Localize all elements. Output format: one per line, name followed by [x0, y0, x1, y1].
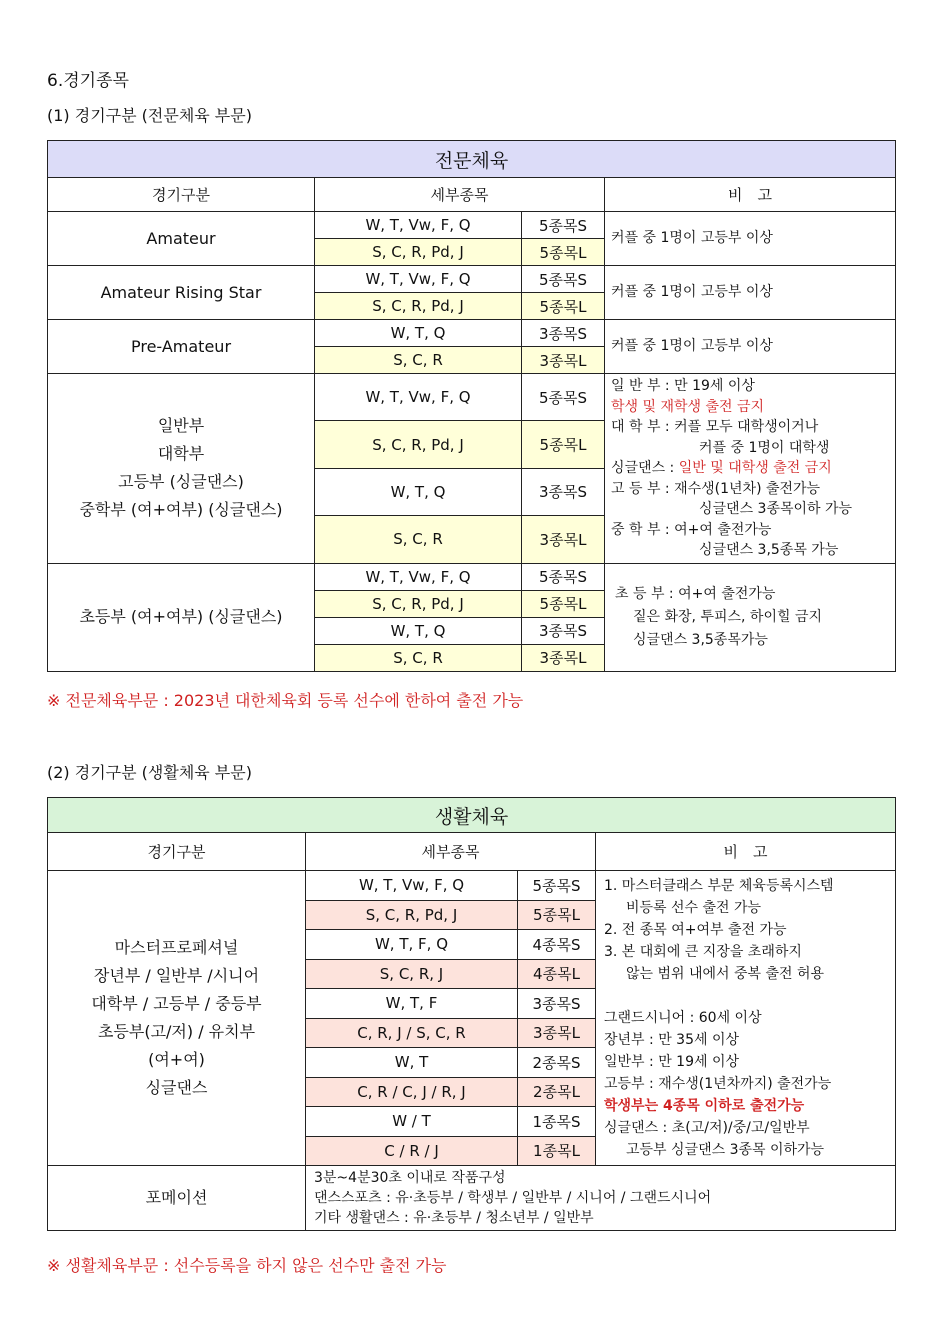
event-dances: W, T, F: [306, 989, 518, 1019]
category-line: 마스터프로페셔널: [114, 938, 239, 957]
remark-line: 1. 마스터클래스 부문 체육등록시스템: [604, 878, 834, 894]
remark-line: 싱글댄스 : 초(고/저)/중/고/일반부: [604, 1120, 810, 1136]
remark-line: 짙은 화장, 투피스, 하이힐 금지: [633, 608, 822, 625]
remark-line: 고등부 : 재수생(1년차까지) 출전가능: [604, 1076, 832, 1092]
remark-line-red: 학생 및 재학생 출전 금지: [611, 398, 765, 415]
event-dances: C / R / J: [306, 1136, 518, 1166]
formation-line: 댄스스포츠 : 유·초등부 / 학생부 / 일반부 / 시니어 / 그랜드시니어: [314, 1190, 712, 1206]
category-line: 중학부 (여+여부) (싱글댄스): [79, 500, 283, 520]
remark-general: [605, 374, 896, 564]
event-count: 5종목S: [522, 563, 605, 590]
event-dances: S, C, R: [315, 516, 522, 563]
event-count: 3종목S: [518, 989, 596, 1019]
formation-line: 3분~4분30초 이내로 작품구성: [314, 1170, 506, 1186]
pro-warning: ※ 전문체육부문 : 2023년 대한체육회 등록 선수에 한하여 출전 가능: [47, 691, 524, 710]
header-remarks: 비 고: [596, 833, 896, 871]
remark: 커플 중 1명이 고등부 이상: [605, 212, 896, 266]
event-count: 5종목S: [522, 374, 605, 421]
event-count: 5종목S: [522, 212, 605, 239]
formation-line: 기타 생활댄스 : 유·초등부 / 청소년부 / 일반부: [314, 1210, 594, 1226]
remark-master: [596, 871, 896, 1166]
header-category: 경기구분: [48, 833, 306, 871]
event-count: 5종목S: [522, 266, 605, 293]
remark-line: 2. 전 종목 여+여부 출전 가능: [604, 922, 787, 938]
pro-sports-table: [47, 140, 896, 672]
category-line: 고등부 (싱글댄스): [118, 472, 244, 492]
event-count: 2종목L: [518, 1077, 596, 1107]
remark-line: 초 등 부 : 여+여 출전가능: [615, 585, 776, 602]
category-line: 초등부(고/저) / 유치부: [97, 1022, 256, 1041]
event-count: 3종목S: [522, 617, 605, 644]
category-line: 대학부: [157, 444, 205, 464]
remark: 커플 중 1명이 고등부 이상: [605, 266, 896, 320]
header-events: 세부종목: [315, 178, 605, 212]
event-dances: S, C, R, Pd, J: [315, 590, 522, 617]
category-line: 싱글댄스: [145, 1078, 208, 1097]
remark-line: 장년부 : 만 35세 이상: [604, 1032, 739, 1048]
remark-line: 고등부 싱글댄스 3종목 이하가능: [626, 1142, 825, 1158]
event-count: 1종목S: [518, 1107, 596, 1137]
event-count: 1종목L: [518, 1136, 596, 1166]
event-dances: W, T, Vw, F, Q: [315, 563, 522, 590]
header-remarks: 비 고: [605, 178, 896, 212]
remark-line: 3. 본 대회에 큰 지장을 초래하지: [604, 944, 802, 960]
remark: 커플 중 1명이 고등부 이상: [605, 320, 896, 374]
remark-line-red: 일반 및 대학생 출전 금지: [678, 460, 832, 476]
event-dances: S, C, R, Pd, J: [306, 900, 518, 930]
table-title: 생활체육: [48, 798, 896, 833]
category-line: (여+여): [148, 1050, 205, 1069]
remark-line: 싱글댄스 3,5종목 가능: [699, 542, 839, 558]
event-dances: W, T, Vw, F, Q: [315, 374, 522, 421]
event-count: 3종목L: [522, 516, 605, 563]
event-count: 3종목S: [522, 320, 605, 347]
event-dances: C, R, J / S, C, R: [306, 1018, 518, 1048]
event-count: 2종목S: [518, 1048, 596, 1078]
formation-details: [306, 1166, 896, 1231]
event-count: 3종목L: [518, 1018, 596, 1048]
remark-line: 않는 범위 내에서 중복 출전 허용: [626, 966, 825, 982]
category-formation: 포메이션: [48, 1166, 306, 1231]
remark-line-red: 학생부는 4종목 이하로 출전가능: [604, 1098, 805, 1114]
event-dances: C, R / C, J / R, J: [306, 1077, 518, 1107]
remark-line: 싱글댄스 3,5종목가능: [633, 631, 768, 648]
amateur-sports-table: [47, 797, 896, 1231]
event-dances: W, T, F, Q: [306, 930, 518, 960]
category-line: 일반부: [157, 416, 205, 436]
remark-line: 싱글댄스 3종목이하 가능: [699, 501, 853, 517]
event-dances: W, T, Vw, F, Q: [306, 871, 518, 901]
event-dances: W, T, Vw, F, Q: [315, 212, 522, 239]
event-count: 3종목S: [522, 468, 605, 515]
event-dances: S, C, R, J: [306, 959, 518, 989]
category-elementary: 초등부 (여+여부) (싱글댄스): [48, 563, 315, 671]
amateur-warning: ※ 생활체육부문 : 선수등록을 하지 않은 선수만 출전 가능: [47, 1256, 447, 1275]
event-dances: S, C, R, Pd, J: [315, 421, 522, 468]
event-count: 4종목S: [518, 930, 596, 960]
event-count: 4종목L: [518, 959, 596, 989]
remark-line: 일반부 : 만 19세 이상: [604, 1054, 739, 1070]
event-dances: W, T: [306, 1048, 518, 1078]
event-count: 5종목S: [518, 871, 596, 901]
event-count: 5종목L: [518, 900, 596, 930]
remark-line: 대 학 부 : 커플 모두 대학생이거나: [611, 419, 819, 435]
event-dances: S, C, R: [315, 347, 522, 374]
remark-line: 싱글댄스 :: [611, 460, 679, 476]
event-count: 3종목L: [522, 347, 605, 374]
part1-subtitle: (1) 경기구분 (전문체육 부문): [47, 106, 252, 125]
event-dances: W, T, Q: [315, 468, 522, 515]
event-count: 5종목L: [522, 293, 605, 320]
event-count: 5종목L: [522, 421, 605, 468]
table-title: 전문체육: [48, 141, 896, 178]
event-dances: W, T, Vw, F, Q: [315, 266, 522, 293]
header-category: 경기구분: [48, 178, 315, 212]
event-dances: S, C, R, Pd, J: [315, 239, 522, 266]
category-general: [48, 374, 315, 564]
category-line: 장년부 / 일반부 /시니어: [93, 966, 260, 985]
category-line: 대학부 / 고등부 / 중등부: [91, 994, 262, 1013]
event-dances: W, T, Q: [315, 617, 522, 644]
event-count: 3종목L: [522, 644, 605, 671]
category-rising-star: Amateur Rising Star: [48, 266, 315, 320]
remark-line: 일 반 부 : 만 19세 이상: [611, 378, 755, 394]
category-master: [48, 871, 306, 1166]
event-count: 5종목L: [522, 590, 605, 617]
event-dances: S, C, R, Pd, J: [315, 293, 522, 320]
event-dances: S, C, R: [315, 644, 522, 671]
category-amateur: Amateur: [48, 212, 315, 266]
remark-line: 중 학 부 : 여+여 출전가능: [611, 521, 772, 538]
remark-line: 커플 중 1명이 대학생: [699, 439, 830, 456]
category-pre-amateur: Pre-Amateur: [48, 320, 315, 374]
remark-line: 그랜드시니어 : 60세 이상: [604, 1010, 762, 1026]
remark-line: 고 등 부 : 재수생(1년차) 출전가능: [611, 480, 821, 497]
remark-elementary: [605, 563, 896, 671]
section-title: 6.경기종목: [47, 71, 129, 91]
event-count: 5종목L: [522, 239, 605, 266]
event-dances: W, T, Q: [315, 320, 522, 347]
remark-line: 비등록 선수 출전 가능: [626, 900, 762, 916]
part2-subtitle: (2) 경기구분 (생활체육 부문): [47, 763, 252, 782]
event-dances: W / T: [306, 1107, 518, 1137]
header-events: 세부종목: [306, 833, 596, 871]
